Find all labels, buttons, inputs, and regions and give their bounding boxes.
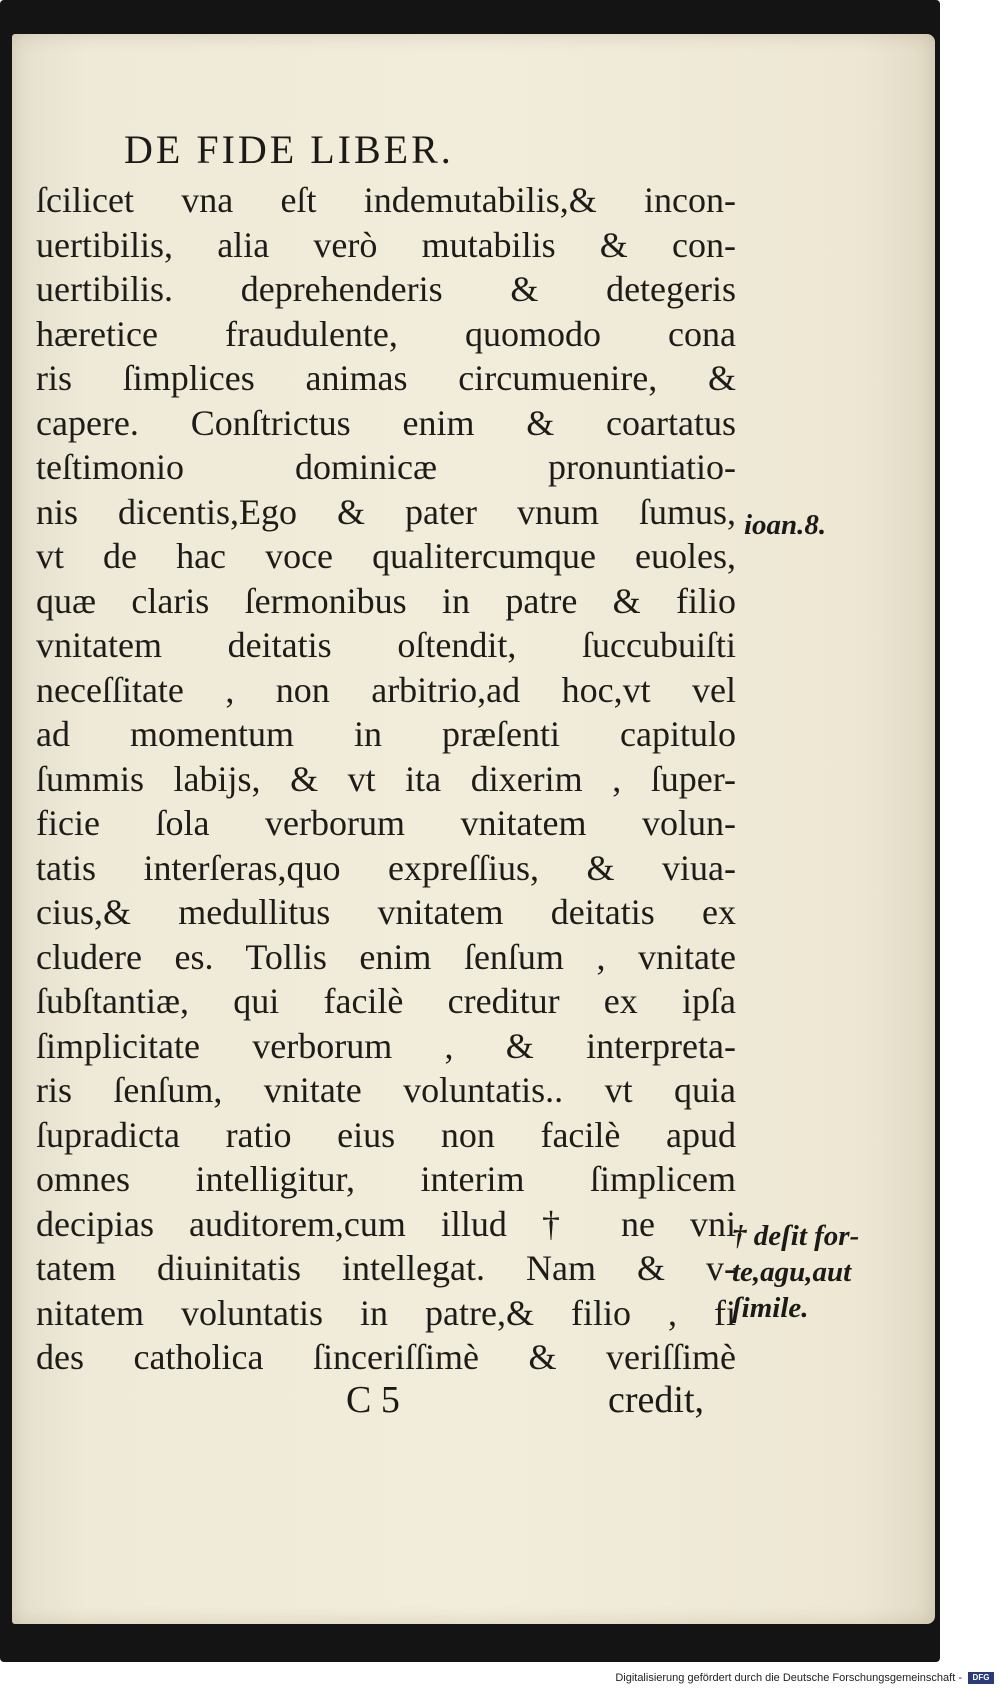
text-line: neceſſitate , non arbitrio,ad hoc,vt vel xyxy=(36,669,736,710)
catchword: credit, xyxy=(608,1379,705,1421)
text-line: quæ claris ſermonibus in patre & filio xyxy=(36,580,736,621)
text-line: nitatem voluntatis in patre,& filio , fi xyxy=(36,1292,736,1333)
digitization-credit-text: Digitalisierung gefördert durch die Deutsche Forschungsgemeinschaft - xyxy=(615,1672,962,1684)
text-line: uertibilis. deprehenderis & detegeris xyxy=(36,269,736,309)
text-line: hæretice fraudulente, quomodo cona xyxy=(36,313,736,354)
text-line: ſcilicet vna eſt indemutabilis,& incon- xyxy=(36,180,736,220)
text-line: nis dicentis,Ego & pater vnum ſumus, xyxy=(36,491,736,532)
text-line: omnes intelligitur, interim ſimplicem xyxy=(36,1159,736,1199)
text-line: ris ſenſum, vnitate voluntatis.. vt quia xyxy=(36,1070,736,1110)
marginal-note-line: † deſit for- xyxy=(732,1220,860,1252)
marginal-note-line: ſimile. xyxy=(732,1292,809,1324)
text-line: vt de hac voce qualitercumque euoles, xyxy=(36,536,736,576)
text-line: vnitatem deitatis oſtendit, ſuccubuiſti xyxy=(36,625,736,665)
text-line: ſubſtantiæ, qui facilè creditur ex ipſa xyxy=(36,981,736,1021)
text-line: cius,& medullitus vnitatem deitatis ex xyxy=(36,892,736,932)
text-line: ad momentum in præſenti capitulo xyxy=(36,714,736,754)
text-line: tatem diuinitatis intellegat. Nam & v- xyxy=(36,1248,736,1288)
signature-mark: C 5 xyxy=(346,1379,400,1421)
text-line: uertibilis, alia verò mutabilis & con- xyxy=(36,224,736,265)
running-head: DE FIDE LIBER. xyxy=(124,127,454,172)
text-line: teſtimonio dominicæ pronuntiatio- xyxy=(36,447,736,487)
text-line: decipias auditorem,cum illud † ne vni xyxy=(36,1203,736,1244)
text-line: tatis interſeras,quo expreſſius, & viua- xyxy=(36,847,736,888)
text-line: capere. Conſtrictus enim & coartatus xyxy=(36,402,736,443)
marginal-note-ioan: ioan.8. xyxy=(744,509,827,541)
body-text xyxy=(36,178,736,1380)
text-line: ſupradicta ratio eius non facilè apud xyxy=(36,1114,736,1155)
text-line: ſummis labijs, & vt ita dixerim , ſuper- xyxy=(36,758,736,799)
digitization-credit-bar xyxy=(0,1668,1000,1688)
marginal-note-desit xyxy=(732,1218,859,1326)
dfg-logo-icon: DFG xyxy=(968,1672,994,1684)
text-line: ſimplicitate verborum , & interpreta- xyxy=(36,1025,736,1066)
text-line: ris ſimplices animas circumuenire, & xyxy=(36,358,736,398)
text-line: ficie ſola verborum vnitatem volun- xyxy=(36,803,736,843)
text-line: des catholica ſinceriſſimè & veriſſimè xyxy=(36,1337,736,1377)
marginal-note-line: te,agu,aut xyxy=(732,1256,852,1288)
text-line: cludere es. Tollis enim ſenſum , vnitate xyxy=(36,936,736,977)
